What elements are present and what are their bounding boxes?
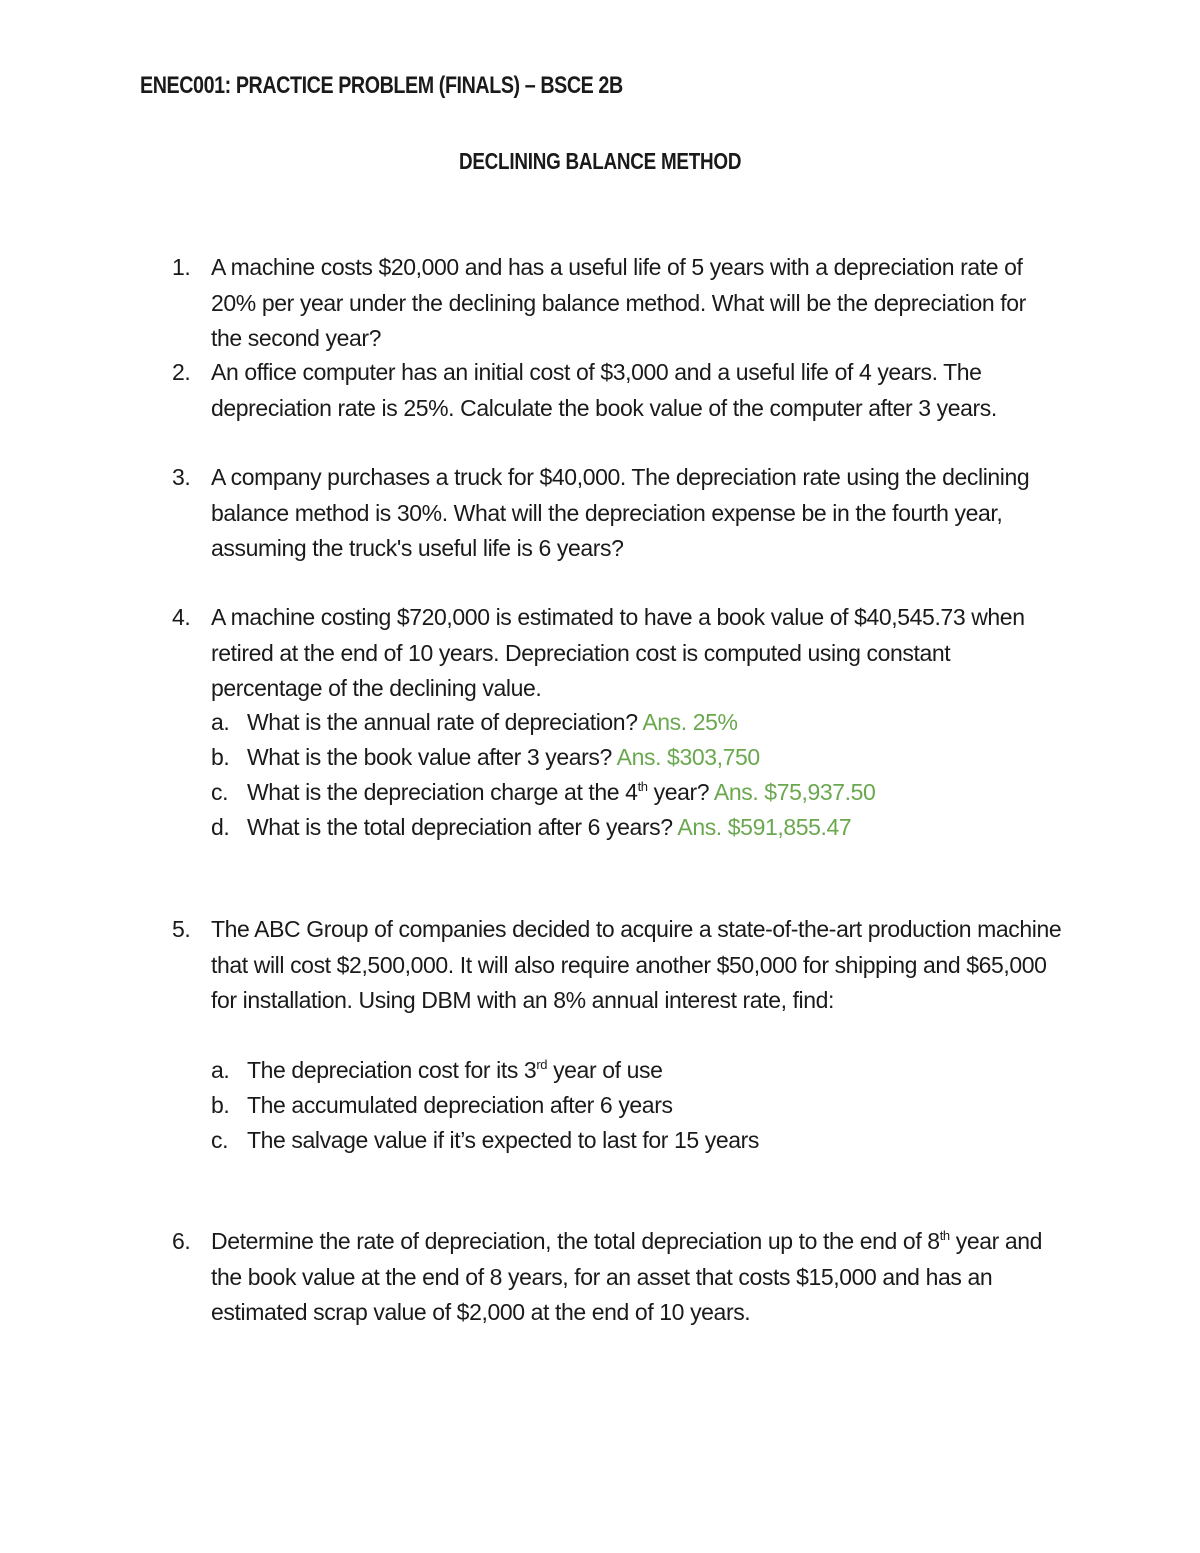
subquestion-text: The salvage value if it’s expected to last for 15 years (247, 1127, 759, 1153)
subquestion-letter: a. (211, 709, 230, 735)
problem-number: 3. (172, 464, 191, 490)
ordinal-superscript: th (939, 1228, 950, 1243)
subquestion-4c (211, 775, 1071, 810)
subquestion-letter: c. (211, 779, 229, 805)
subquestion-text: The depreciation cost for its 3 (247, 1057, 537, 1083)
answer-text: Ans. 25% (642, 709, 738, 735)
subquestion-4d (211, 810, 1071, 845)
ordinal-superscript: th (637, 779, 648, 794)
subquestion-text-end: year of use (547, 1057, 663, 1083)
subquestion-letter: a. (211, 1057, 230, 1083)
problem-1 (172, 250, 1062, 357)
subquestion-text: What is the depreciation charge at the 4 (247, 779, 638, 805)
problem-text: A machine costing $720,000 is estimated to have a book value of $40,545.73 when retired at the end of 10 years. Depreciation cost is computed using constant percentage of the declining value. (211, 604, 1025, 701)
subquestion-letter: d. (211, 814, 230, 840)
subquestion-body (247, 775, 875, 810)
subquestion-text-end: year? (647, 779, 710, 805)
subquestion-text: The accumulated depreciation after 6 years (247, 1092, 673, 1118)
problem-5 (172, 912, 1062, 1019)
subquestion-5a (211, 1053, 1071, 1088)
problem-text: An office computer has an initial cost of $3,000 and a useful life of 4 years. The depreciation rate is 25%. Calculate the book value of the computer after 3 years. (211, 359, 997, 421)
problem-4 (172, 600, 1062, 707)
answer-text: Ans. $75,937.50 (713, 779, 876, 805)
problem-5-subquestions (211, 1053, 1071, 1158)
subquestion-letter: b. (211, 744, 230, 770)
subquestion-text: What is the annual rate of depreciation? (247, 709, 638, 735)
subquestion-4b (211, 740, 1071, 775)
subquestion-body (247, 1053, 662, 1088)
answer-text: Ans. $591,855.47 (677, 814, 852, 840)
ordinal-superscript: rd (536, 1057, 548, 1072)
subquestion-4a (211, 705, 1071, 740)
problem-text-start: Determine the rate of depreciation, the total depreciation up to the end of 8 (211, 1228, 940, 1254)
problem-number: 6. (172, 1228, 191, 1254)
problem-text (211, 1224, 1062, 1331)
page-title-text: DECLINING BALANCE METHOD (458, 148, 742, 174)
subquestion-body (247, 740, 760, 775)
problem-text-end: year and the book value at the end of 8 years, for an asset that costs $15,000 and has an estimated scrap value of $2,000 at the end of 10 years. (211, 1228, 1043, 1325)
problem-text: A company purchases a truck for $40,000. The depreciation rate using the declining balance method is 30%. What will the depreciation expense be in the fourth year, assuming the truck's useful life is 6 years? (211, 464, 1030, 561)
subquestion-text: What is the book value after 3 years? (247, 744, 612, 770)
problem-2 (172, 355, 1062, 426)
problem-4-subquestions (211, 705, 1071, 845)
subquestion-letter: b. (211, 1092, 230, 1118)
subquestion-body (247, 705, 738, 740)
subquestion-5b (211, 1088, 1071, 1123)
subquestion-letter: c. (211, 1127, 229, 1153)
problem-6 (172, 1224, 1062, 1331)
subquestion-text: What is the total depreciation after 6 years? (247, 814, 673, 840)
problem-text: The ABC Group of companies decided to acquire a state-of-the-art production machine that will cost $2,500,000. It will also require another $50,000 for shipping and $65,000 for installation. Using DBM with an 8% annual interest rate, find: (211, 916, 1062, 1013)
subquestion-body (247, 810, 851, 845)
subquestion-5c (211, 1123, 1071, 1158)
answer-text: Ans. $303,750 (616, 744, 760, 770)
problem-text: A machine costs $20,000 and has a useful life of 5 years with a depreciation rate of 20% per year under the declining balance method. What will be the depreciation for the second year? (211, 254, 1026, 351)
problem-3 (172, 460, 1062, 567)
problem-number: 2. (172, 359, 191, 385)
problem-number: 4. (172, 604, 191, 630)
page-title (0, 148, 1200, 175)
course-header: ENEC001: PRACTICE PROBLEM (FINALS) – BSCE 2B (140, 72, 623, 99)
problem-number: 5. (172, 916, 191, 942)
problem-number: 1. (172, 254, 191, 280)
